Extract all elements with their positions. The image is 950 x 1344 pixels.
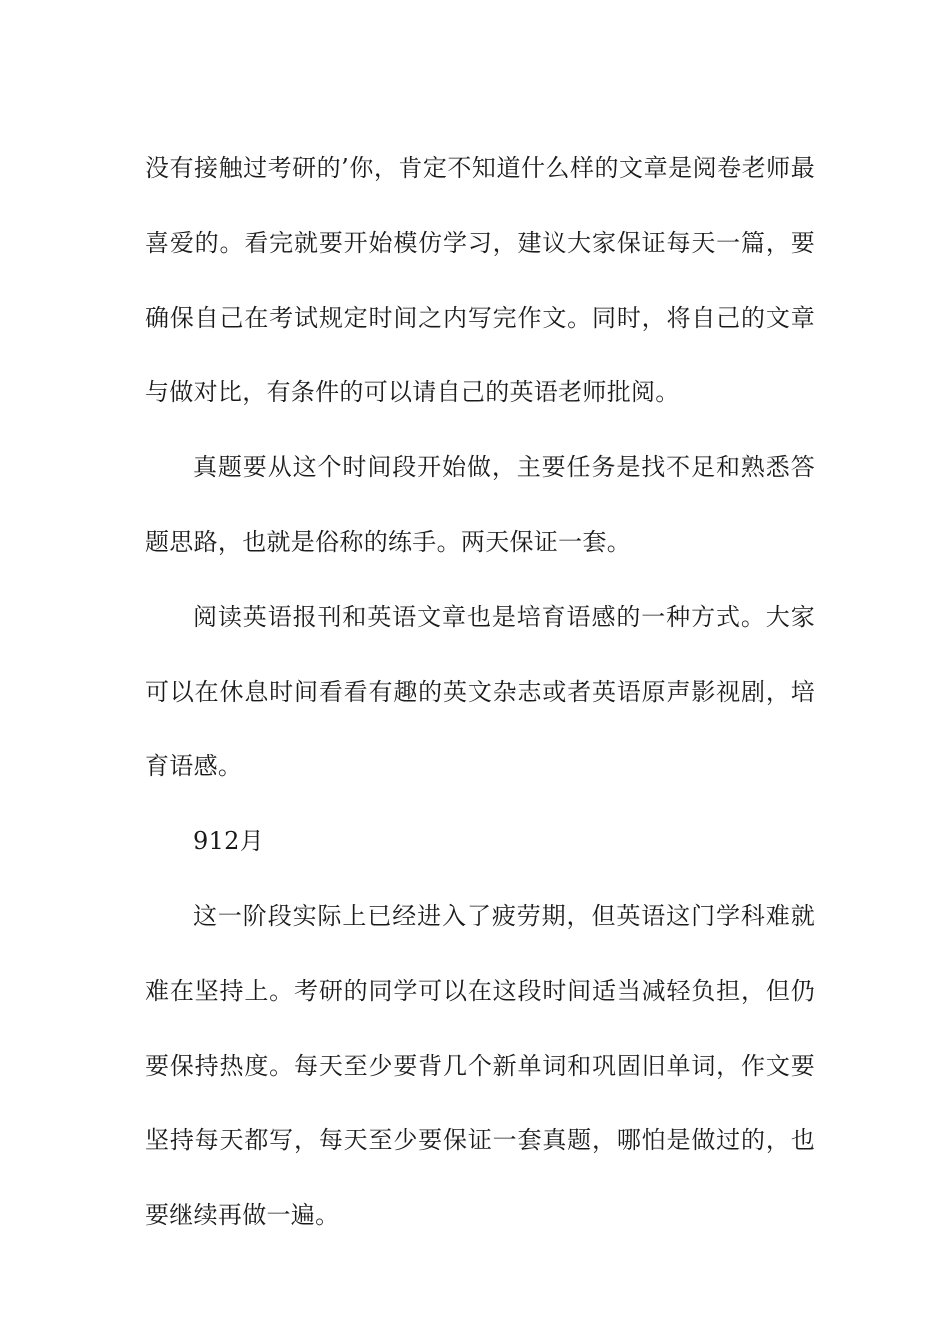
text-line: 要继续再做一遍。 <box>145 1201 340 1230</box>
text-line: 坚持每天都写，每天至少要保证一套真题，哪怕是做过的，也 <box>145 1126 815 1155</box>
text-line: 育语感。 <box>145 752 243 781</box>
text-line: 没有接触过考研的’你，肯定不知道什么样的文章是阅卷老师最 <box>145 154 815 182</box>
text-line: 这一阶段实际上已经进入了疲劳期，但英语这门学科难就 <box>193 901 815 930</box>
text-line: 要保持热度。每天至少要背几个新单词和巩固旧单词，作文要 <box>145 1051 815 1080</box>
text-line: 阅读英语报刊和英语文章也是培育语感的一种方式。大家 <box>193 602 815 631</box>
text-line: 喜爱的。看完就要开始模仿学习，建议大家保证每天一篇，要 <box>145 228 815 257</box>
text-line: 与做对比，有条件的可以请自己的英语老师批阅。 <box>145 378 680 407</box>
body-text <box>145 131 815 1253</box>
text-line: 题思路，也就是俗称的练手。两天保证一套。 <box>145 527 631 556</box>
section-heading: 912月 <box>193 827 265 856</box>
text-line: 确保自己在考试规定时间之内写完作文。同时，将自己的文章 <box>145 303 815 332</box>
text-line: 难在坚持上。考研的同学可以在这段时间适当减轻负担，但仍 <box>145 976 815 1005</box>
text-line: 真题要从这个时间段开始做，主要任务是找不足和熟悉答 <box>193 453 815 482</box>
text-line: 可以在休息时间看看有趣的英文杂志或者英语原声影视剧，培 <box>145 677 815 706</box>
